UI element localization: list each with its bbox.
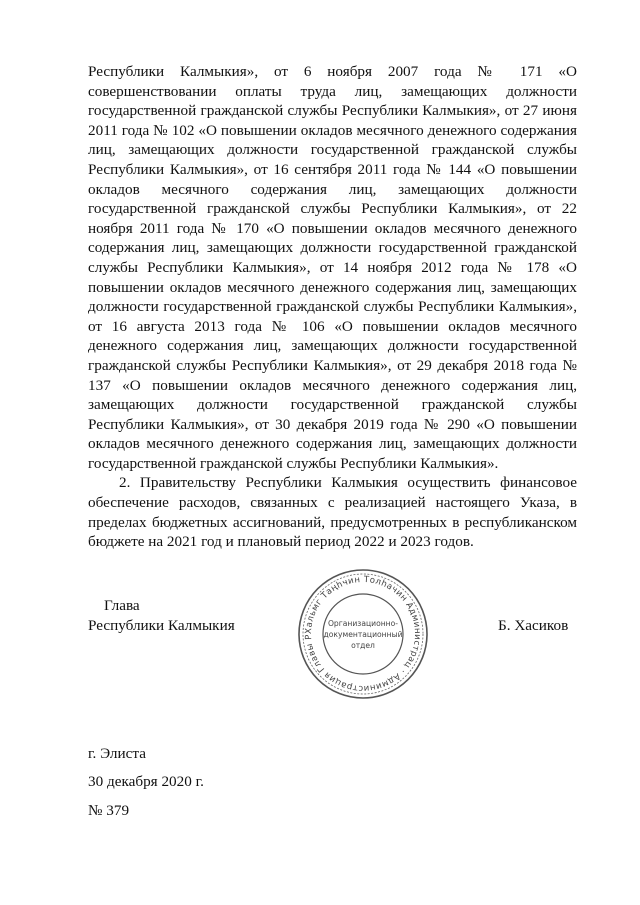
document-body: [88, 62, 577, 552]
stamp-outer-text: Хальмг Таңһчин Толһачин Администрац · Администрация Главы Р: [303, 574, 423, 694]
document-number: № 379: [88, 802, 130, 819]
document-date: 30 декабря 2020 г.: [88, 773, 204, 790]
svg-text:документационный: документационный: [323, 630, 403, 639]
paragraph-2: 2. Правительству Республики Калмыкия осуществить финансовое обеспечение расходов, связанных с реализацией настоящего Указа, в пределах бюджетных ассигнований, предусмотренных в республиканском бюджете на 2021 год и плановый период 2022 и 2023 годов.: [88, 474, 577, 551]
official-stamp: [296, 566, 430, 702]
signature-title-line-1: Глава: [104, 597, 140, 614]
signature-title-line-2: Республики Калмыкия: [88, 617, 235, 634]
paragraph-continued: Республики Калмыкия», от 6 ноября 2007 года № 171 «О совершенствовании оплаты труда лиц, замещающих должности государственной гражданской службы Республики Калмыкия», от 27 июня 2011 года № 102 «О повышении окладов месячного денежного содержания лиц, замещающих должности государственной гражданской службы Республики Калмыкия», от 16 сентября 2011 года № 144 «О повышении окладов месячного содержания лиц, замещающих должности государственной гражданской службы Республики Калмыкия», от 22 ноября 2011 года № 170 «О повышении окладов месячного денежного содержания лиц, замещающих должности государственной гражданской службы Республики Калмыкия», от 14 ноября 2012 года № 178 «О повышении окладов месячного денежного содержания лиц, замещающих должности государственной гражданской службы Республики Калмыкия», от 16 августа 2013 года № 106 «О повышении окладов месячного денежного содержания лиц, замещающих должности государственной гражданской службы Республики Калмыкия», от 29 декабря 2018 года № 137 «О повышении окладов месячного денежного содержания лиц, замещающих должности государственной гражданской службы Республики Калмыкия», от 30 декабря 2019 года № 290 «О повышении окладов месячного денежного содержания лиц, замещающих должности государственной гражданской службы Республики Калмыкия».: [88, 63, 577, 472]
svg-text:Организационно-: Организационно-: [327, 619, 399, 628]
signature-name: Б. Хасиков: [498, 617, 569, 634]
svg-text:отдел: отдел: [351, 641, 375, 650]
document-place: г. Элиста: [88, 745, 146, 762]
